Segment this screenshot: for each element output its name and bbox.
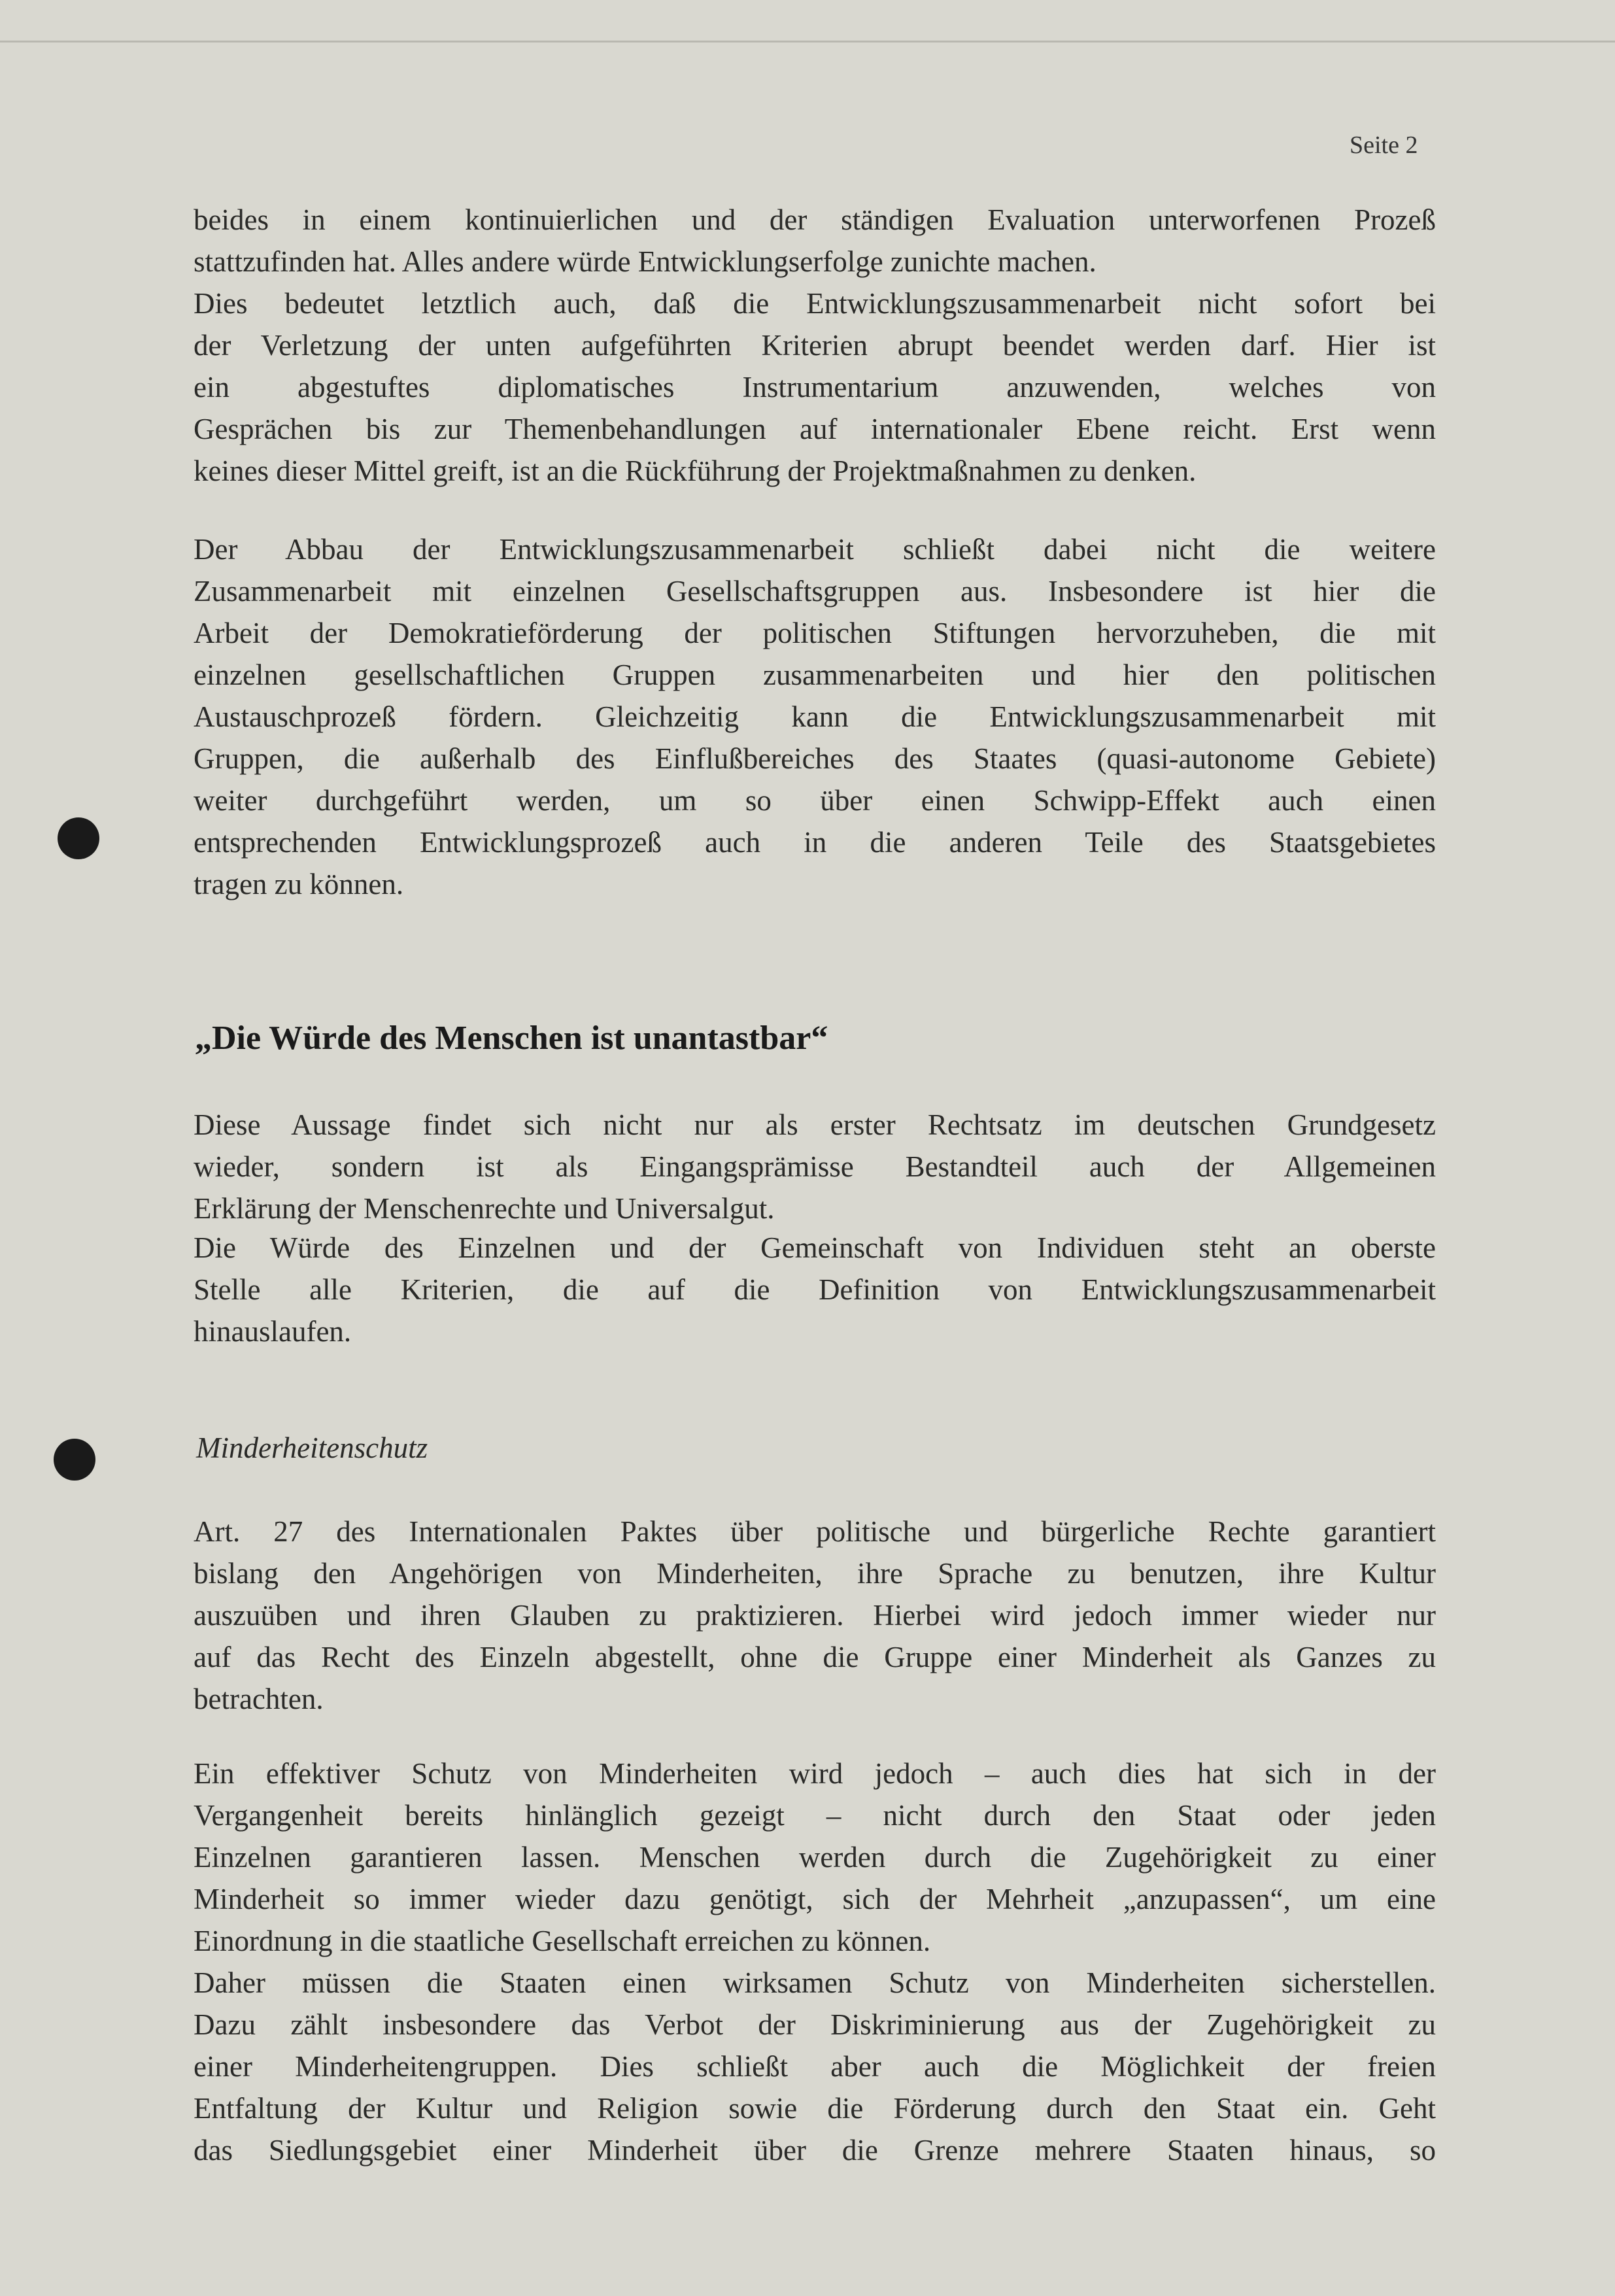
paragraph-1 — [194, 199, 1436, 283]
text-line: wieder, sondern ist als Eingangsprämisse Bestandteil auch der Allgemeinen — [194, 1150, 1436, 1183]
text-line: ein abgestuftes diplomatisches Instrumentarium anzuwenden, welches von — [194, 371, 1436, 403]
text-line: Die Würde des Einzelnen und der Gemeinschaft von Individuen steht an oberste — [194, 1231, 1436, 1264]
paragraph-6 — [194, 1511, 1436, 1720]
text-line: Gruppen, die außerhalb des Einflußbereiches des Staates (quasi-autonome Gebiete) — [194, 742, 1436, 775]
paragraph-7 — [194, 1753, 1436, 1962]
text-line: tragen zu können. — [194, 868, 404, 900]
section-heading: „Die Würde des Menschen ist unantastbar“ — [195, 1019, 828, 1057]
text-line: keines dieser Mittel greift, ist an die Rückführung der Projektmaßnahmen zu denken. — [194, 454, 1197, 487]
text-line: hinauslaufen. — [194, 1315, 352, 1348]
text-line: weiter durchgeführt werden, um so über einen Schwipp-Effekt auch einen — [194, 784, 1436, 817]
text-line: auf das Recht des Einzeln abgestellt, ohne die Gruppe einer Minderheit als Ganzes zu — [194, 1641, 1436, 1673]
text-line: entsprechenden Entwicklungsprozeß auch in die anderen Teile des Staatsgebietes — [194, 826, 1436, 859]
text-line: das Siedlungsgebiet einer Minderheit über die Grenze mehrere Staaten hinaus, so — [194, 2134, 1436, 2167]
punch-hole-top — [58, 817, 99, 859]
subsection-heading: Minderheitenschutz — [196, 1431, 428, 1464]
text-line: Arbeit der Demokratieförderung der politischen Stiftungen hervorzuheben, die mit — [194, 617, 1436, 649]
paragraph-2 — [194, 283, 1436, 492]
text-line: bislang den Angehörigen von Minderheiten, ihre Sprache zu benutzen, ihre Kultur — [194, 1557, 1436, 1590]
text-line: betrachten. — [194, 1683, 324, 1715]
text-line: Dies bedeutet letztlich auch, daß die Entwicklungszusammenarbeit nicht sofort bei — [194, 287, 1436, 320]
text-line: Zusammenarbeit mit einzelnen Gesellschaftsgruppen aus. Insbesondere ist hier die — [194, 575, 1436, 608]
text-line: stattzufinden hat. Alles andere würde Entwicklungserfolge zunichte machen. — [194, 245, 1096, 278]
text-line: einer Minderheitengruppen. Dies schließt aber auch die Möglichkeit der freien — [194, 2050, 1436, 2083]
page-top-edge — [0, 41, 1615, 43]
text-line: Gesprächen bis zur Themenbehandlungen auf internationaler Ebene reicht. Erst wenn — [194, 413, 1436, 445]
text-line: Austauschprozeß fördern. Gleichzeitig kann die Entwicklungszusammenarbeit mit — [194, 700, 1436, 733]
text-line: Einordnung in die staatliche Gesellschaft erreichen zu können. — [194, 1925, 931, 1957]
text-line: Art. 27 des Internationalen Paktes über politische und bürgerliche Rechte garantiert — [194, 1515, 1436, 1548]
text-line: Daher müssen die Staaten einen wirksamen Schutz von Minderheiten sicherstellen. — [194, 1966, 1436, 1999]
text-line: Diese Aussage findet sich nicht nur als erster Rechtsatz im deutschen Grundgesetz — [194, 1108, 1436, 1141]
text-line: Stelle alle Kriterien, die auf die Definition von Entwicklungszusammenarbeit — [194, 1273, 1436, 1306]
paragraph-4 — [194, 1104, 1436, 1229]
paragraph-3 — [194, 528, 1436, 905]
text-line: Der Abbau der Entwicklungszusammenarbeit schließt dabei nicht die weitere — [194, 533, 1436, 566]
text-line: Entfaltung der Kultur und Religion sowie die Förderung durch den Staat ein. Geht — [194, 2092, 1436, 2125]
text-line: der Verletzung der unten aufgeführten Kriterien abrupt beendet werden darf. Hier ist — [194, 329, 1436, 362]
paragraph-5 — [194, 1227, 1436, 1352]
text-line: Erklärung der Menschenrechte und Universalgut. — [194, 1192, 775, 1225]
text-line: Minderheit so immer wieder dazu genötigt, sich der Mehrheit „anzupassen“, um eine — [194, 1883, 1436, 1915]
paragraph-8 — [194, 1962, 1436, 2171]
text-line: Einzelnen garantieren lassen. Menschen werden durch die Zugehörigkeit zu einer — [194, 1841, 1436, 1874]
text-line: einzelnen gesellschaftlichen Gruppen zusammenarbeiten und hier den politischen — [194, 659, 1436, 691]
text-line: Dazu zählt insbesondere das Verbot der Diskriminierung aus der Zugehörigkeit zu — [194, 2008, 1436, 2041]
page-number: Seite 2 — [1350, 131, 1418, 159]
text-line: auszuüben und ihren Glauben zu praktizieren. Hierbei wird jedoch immer wieder nur — [194, 1599, 1436, 1632]
text-line: Vergangenheit bereits hinlänglich gezeigt – nicht durch den Staat oder jeden — [194, 1799, 1436, 1832]
punch-hole-bottom — [54, 1439, 95, 1481]
text-line: beides in einem kontinuierlichen und der ständigen Evaluation unterworfenen Prozeß — [194, 203, 1436, 236]
text-line: Ein effektiver Schutz von Minderheiten wird jedoch – auch dies hat sich in der — [194, 1757, 1436, 1790]
